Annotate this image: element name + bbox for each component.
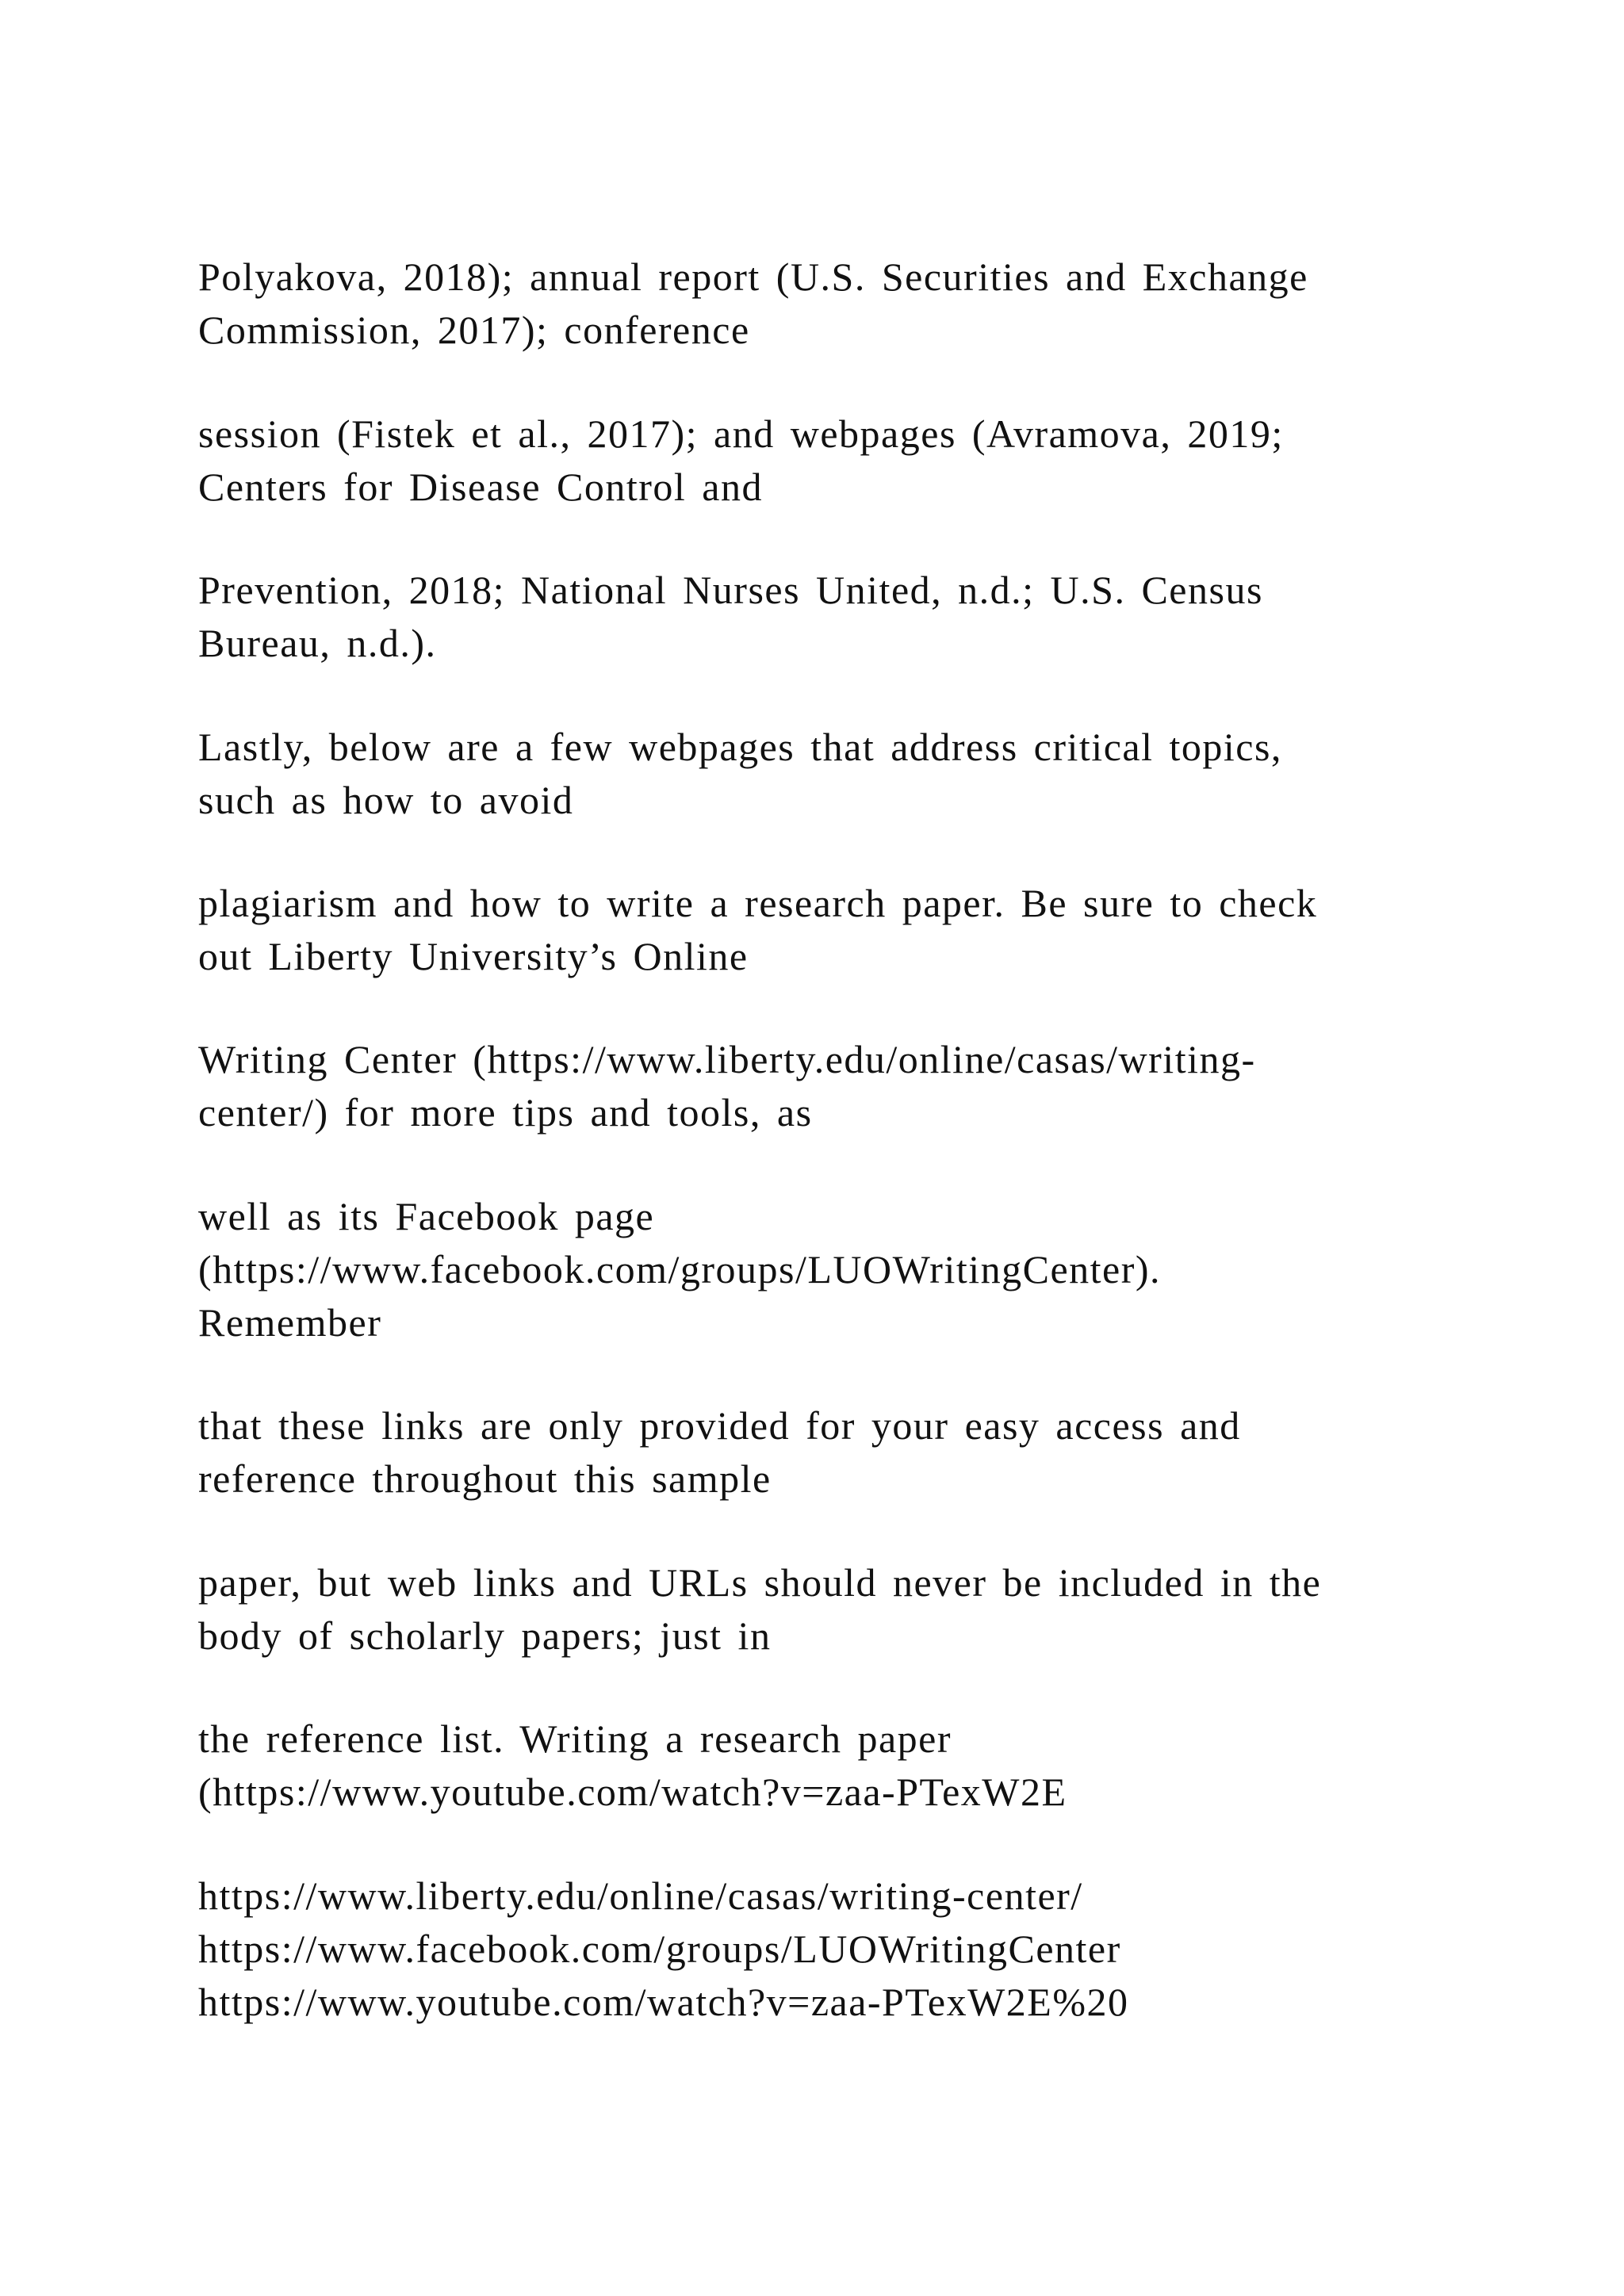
text-line: out Liberty University’s Online xyxy=(198,934,749,978)
paragraph-8 xyxy=(198,1399,1435,1506)
text-line: well as its Facebook page xyxy=(198,1194,655,1238)
paragraph-10 xyxy=(198,1712,1435,1819)
text-line: (https://www.youtube.com/watch?v=zaa-PTexW2E xyxy=(198,1770,1067,1814)
url-line: https://www.youtube.com/watch?v=zaa-PTexW2E%20 xyxy=(198,1980,1129,2024)
url-list xyxy=(198,1869,1435,2029)
text-line: session (Fistek et al., 2017); and webpages (Avramova, 2019; xyxy=(198,411,1284,456)
paragraph-9 xyxy=(198,1556,1435,1663)
text-line: (https://www.facebook.com/groups/LUOWritingCenter). xyxy=(198,1247,1162,1292)
text-line: that these links are only provided for your easy access and xyxy=(198,1403,1241,1448)
text-line: plagiarism and how to write a research paper. Be sure to check xyxy=(198,881,1318,925)
paragraph-4 xyxy=(198,721,1435,827)
text-line: Commission, 2017); conference xyxy=(198,308,750,352)
paragraph-1 xyxy=(198,251,1435,357)
text-line: Polyakova, 2018); annual report (U.S. Securities and Exchange xyxy=(198,254,1308,299)
text-line: the reference list. Writing a research paper xyxy=(198,1716,952,1761)
text-line: Writing Center (https://www.liberty.edu/online/casas/writing- xyxy=(198,1037,1256,1081)
text-line: Lastly, below are a few webpages that address critical topics, xyxy=(198,725,1282,769)
paragraph-2 xyxy=(198,408,1435,514)
text-line: body of scholarly papers; just in xyxy=(198,1613,772,1658)
text-line: Prevention, 2018; National Nurses United, n.d.; U.S. Census xyxy=(198,568,1263,612)
url-line: https://www.facebook.com/groups/LUOWritingCenter xyxy=(198,1927,1121,1971)
paragraph-7 xyxy=(198,1190,1435,1349)
text-line: Centers for Disease Control and xyxy=(198,465,764,509)
text-line: such as how to avoid xyxy=(198,778,574,822)
url-line: https://www.liberty.edu/online/casas/writing-center/ xyxy=(198,1873,1083,1918)
text-line: Bureau, n.d.). xyxy=(198,621,437,665)
text-line: paper, but web links and URLs should never be included in the xyxy=(198,1560,1322,1605)
paragraph-6 xyxy=(198,1033,1435,1139)
text-line: reference throughout this sample xyxy=(198,1456,772,1501)
text-line: Remember xyxy=(198,1300,382,1345)
paragraph-3 xyxy=(198,564,1435,670)
paragraph-5 xyxy=(198,877,1435,983)
text-line: center/) for more tips and tools, as xyxy=(198,1090,813,1135)
